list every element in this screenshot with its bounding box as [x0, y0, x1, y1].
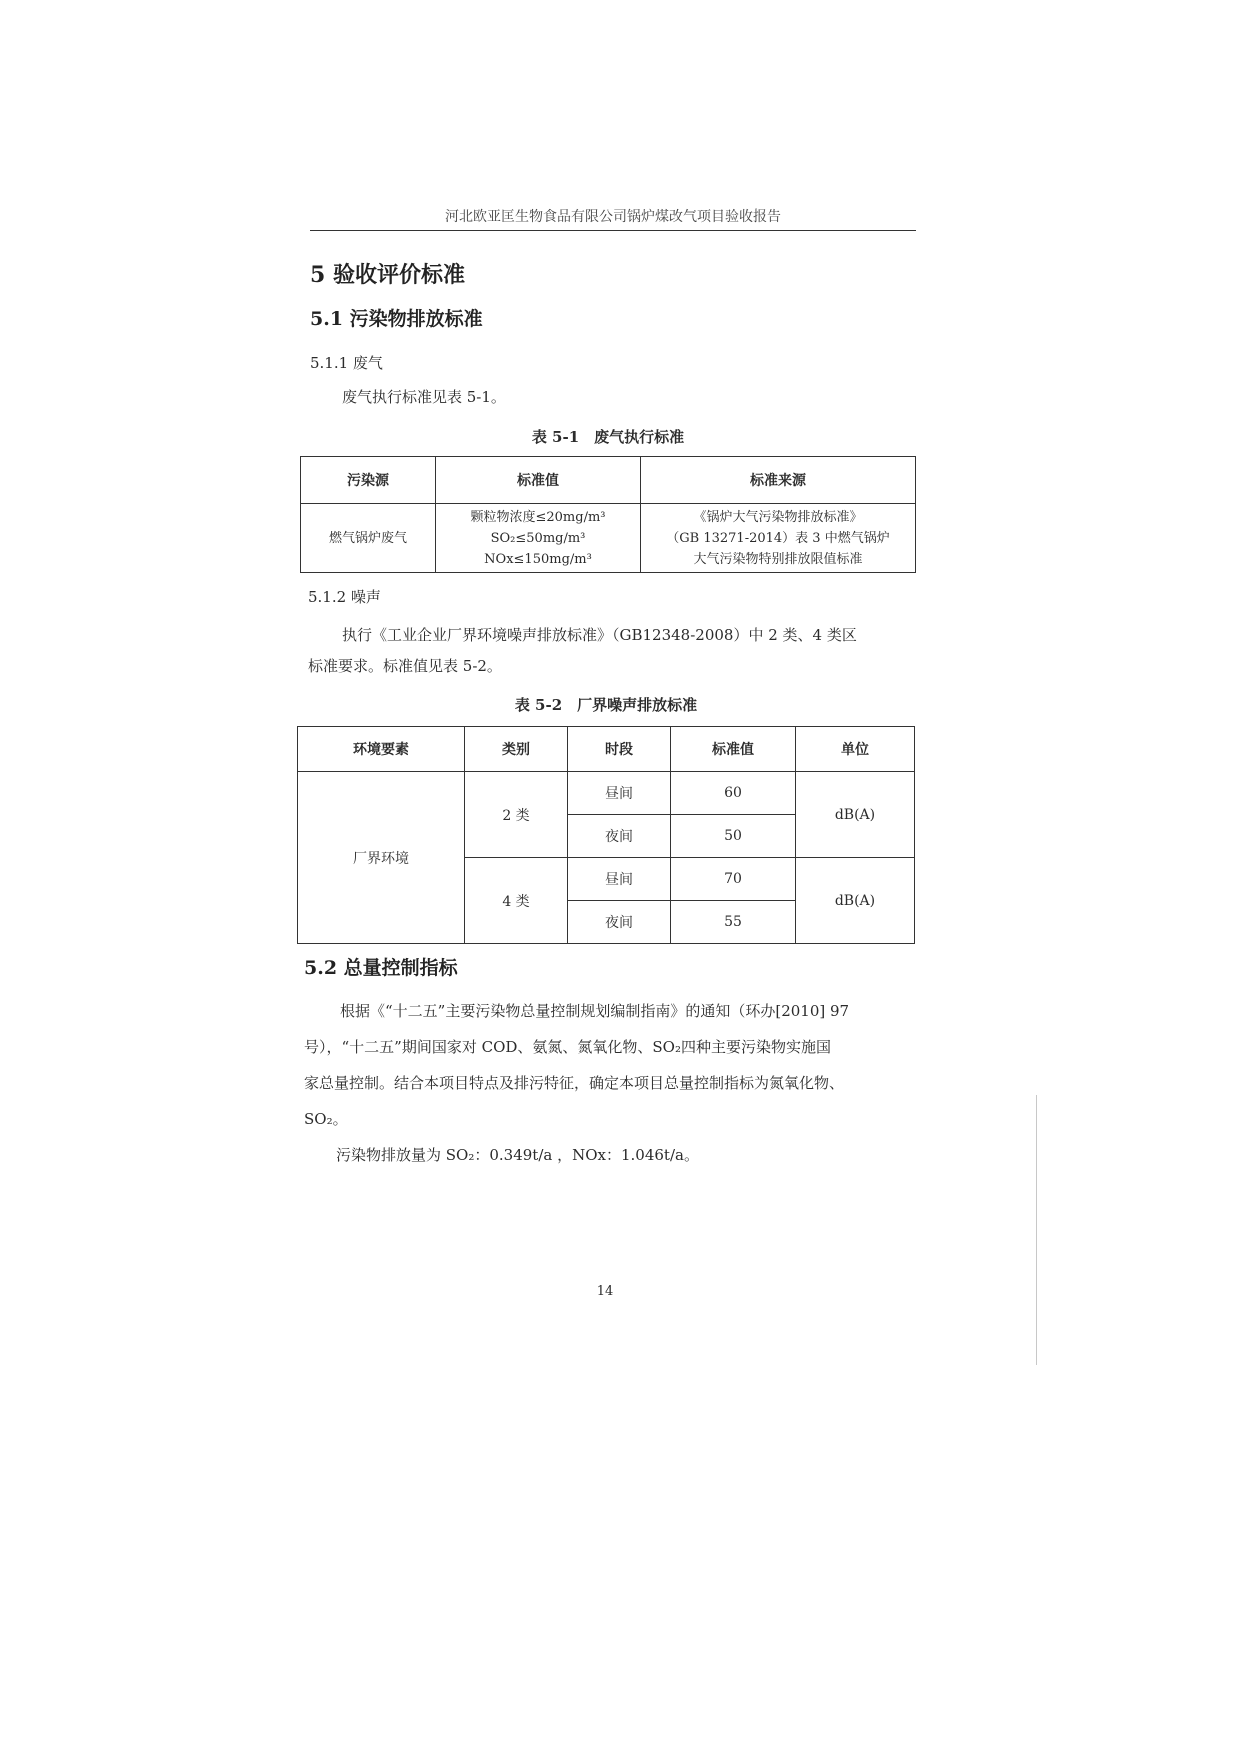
period-cell: 昼间	[568, 772, 671, 815]
header-rule	[310, 230, 916, 231]
table-5-1-caption: 表 5-1 废气执行标准	[531, 428, 685, 446]
section-5-2-heading: 5.2 总量控制指标	[304, 957, 458, 979]
noise-paragraph-line-2: 标准要求。标准值见表 5-2。	[308, 657, 502, 675]
section-5-1-1-heading: 5.1.1 废气	[310, 354, 383, 372]
standard-line: 颗粒物浓度≤20mg/m³	[470, 509, 606, 525]
scan-edge-mark	[1036, 1095, 1037, 1365]
section-5-heading: 5 验收评价标准	[310, 262, 465, 288]
unit-cell: dB(A)	[796, 858, 915, 944]
table-5-2	[297, 726, 915, 944]
waste-gas-intro: 废气执行标准见表 5-1。	[342, 388, 506, 406]
total-control-line-3: 家总量控制。结合本项目特点及排污特征，确定本项目总量控制指标为氮氧化物、	[304, 1074, 845, 1092]
environment-element-cell: 厂界环境	[298, 772, 465, 944]
table-header-cell: 时段	[568, 727, 671, 772]
standard-line: SO₂≤50mg/m³	[490, 530, 586, 546]
source-line: 《锅炉大气污染物排放标准》	[693, 509, 863, 525]
table-row	[301, 504, 916, 573]
section-5-1-2-heading: 5.1.2 噪声	[308, 588, 381, 606]
total-control-line-4: SO₂。	[304, 1110, 348, 1128]
table-5-2-caption: 表 5-2 厂界噪声排放标准	[514, 696, 698, 714]
section-5-1-heading: 5.1 污染物排放标准	[310, 308, 483, 330]
table-header-cell: 标准值	[436, 457, 641, 504]
noise-paragraph-line-1: 执行《工业企业厂界环境噪声排放标准》（GB12348-2008）中 2 类、4 类区	[342, 626, 857, 644]
pollution-source-cell: 燃气锅炉废气	[301, 504, 436, 573]
table-header-cell: 污染源	[301, 457, 436, 504]
period-cell: 昼间	[568, 858, 671, 901]
standard-value-cell	[436, 504, 641, 573]
table-header-cell: 标准值	[671, 727, 796, 772]
table-header-cell: 标准来源	[641, 457, 916, 504]
emission-amount-line: 污染物排放量为 SO₂：0.349t/a ，NOx：1.046t/a。	[336, 1146, 699, 1164]
unit-cell: dB(A)	[796, 772, 915, 858]
period-cell: 夜间	[568, 815, 671, 858]
table-header-cell: 环境要素	[298, 727, 465, 772]
table-header-cell: 类别	[465, 727, 568, 772]
value-cell: 50	[671, 815, 796, 858]
standard-source-cell	[641, 504, 916, 573]
total-control-line-1: 根据《“十二五”主要污染物总量控制规划编制指南》的通知（环办[2010] 97	[340, 1002, 850, 1020]
standard-line: NOx≤150mg/m³	[484, 551, 592, 567]
source-line: 大气污染物特别排放限值标准	[693, 551, 863, 567]
value-cell: 55	[671, 901, 796, 944]
table-5-1	[300, 456, 916, 573]
table-row	[298, 772, 915, 815]
period-cell: 夜间	[568, 901, 671, 944]
value-cell: 70	[671, 858, 796, 901]
total-control-line-2: 号），“十二五”期间国家对 COD、氨氮、氮氧化物、SO₂四种主要污染物实施国	[304, 1038, 831, 1056]
running-header: 河北欧亚匡生物食品有限公司锅炉煤改气项目验收报告	[445, 209, 781, 225]
table-header-cell: 单位	[796, 727, 915, 772]
value-cell: 60	[671, 772, 796, 815]
source-line: （GB 13271-2014）表 3 中燃气锅炉	[666, 530, 890, 546]
category-cell: 4 类	[465, 858, 568, 944]
category-cell: 2 类	[465, 772, 568, 858]
page-number: 14	[596, 1284, 614, 1299]
